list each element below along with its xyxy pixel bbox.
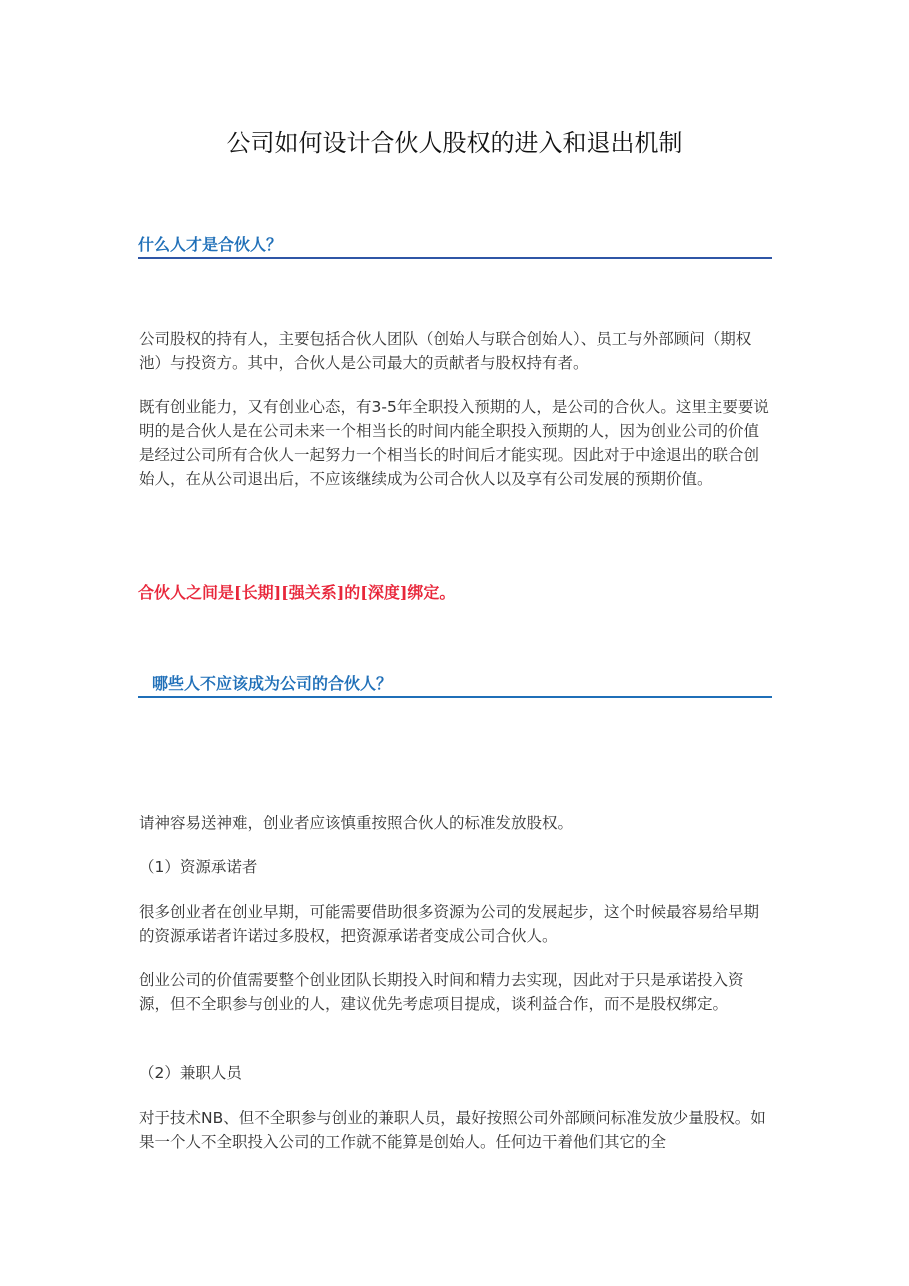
paragraph-intro-caution: 请神容易送神难，创业者应该慎重按照合伙人的标准发放股权。 (139, 814, 574, 832)
paragraph-startup-value: 创业公司的价值需要整个创业团队长期投入时间和精力去实现，因此对于只是承诺投入资源，但不全职参与创业的人，建议优先考虑项目提成，谈利益合作，而不是股权绑定。 (139, 971, 744, 1013)
subheading-part-time: （2）兼职人员 (139, 1064, 242, 1082)
subheading-resource-promisers: （1）资源承诺者 (139, 858, 258, 876)
section-heading-who-should-not-be-partner: 哪些人不应该成为公司的合伙人？ (138, 673, 772, 698)
paragraph-partner-definition: 既有创业能力，又有创业心态，有3-5年全职投入预期的人，是公司的合伙人。这里主要要说明的是合伙人是在公司未来一个相当长的时间内能全职投入预期的人，因为创业公司的价值是经过公司所有合伙人一起努力一个相当长的时间后才能实现。因此对于中途退出的联合创始人，在从公司退出后，不应该继续成为公司合伙人以及享有公司发展的预期价值。 (139, 398, 769, 488)
highlight-statement: 合伙人之间是[长期][强关系]的[深度]绑定。 (138, 583, 456, 602)
paragraph-part-time: 对于技术NB、但不全职参与创业的兼职人员，最好按照公司外部顾问标准发放少量股权。如果一个人不全职投入公司的工作就不能算是创始人。任何边干着他们其它的全 (139, 1109, 766, 1151)
section-heading-who-is-partner: 什么人才是合伙人？ (138, 234, 772, 259)
paragraph-resource-promisers: 很多创业者在创业早期，可能需要借助很多资源为公司的发展起步，这个时候最容易给早期的资源承诺者许诺过多股权，把资源承诺者变成公司合伙人。 (139, 903, 760, 945)
document-title: 公司如何设计合伙人股权的进入和退出机制 (226, 129, 683, 157)
paragraph-shareholders: 公司股权的持有人，主要包括合伙人团队（创始人与联合创始人）、员工与外部顾问（期权池）与投资方。其中，合伙人是公司最大的贡献者与股权持有者。 (139, 330, 752, 372)
